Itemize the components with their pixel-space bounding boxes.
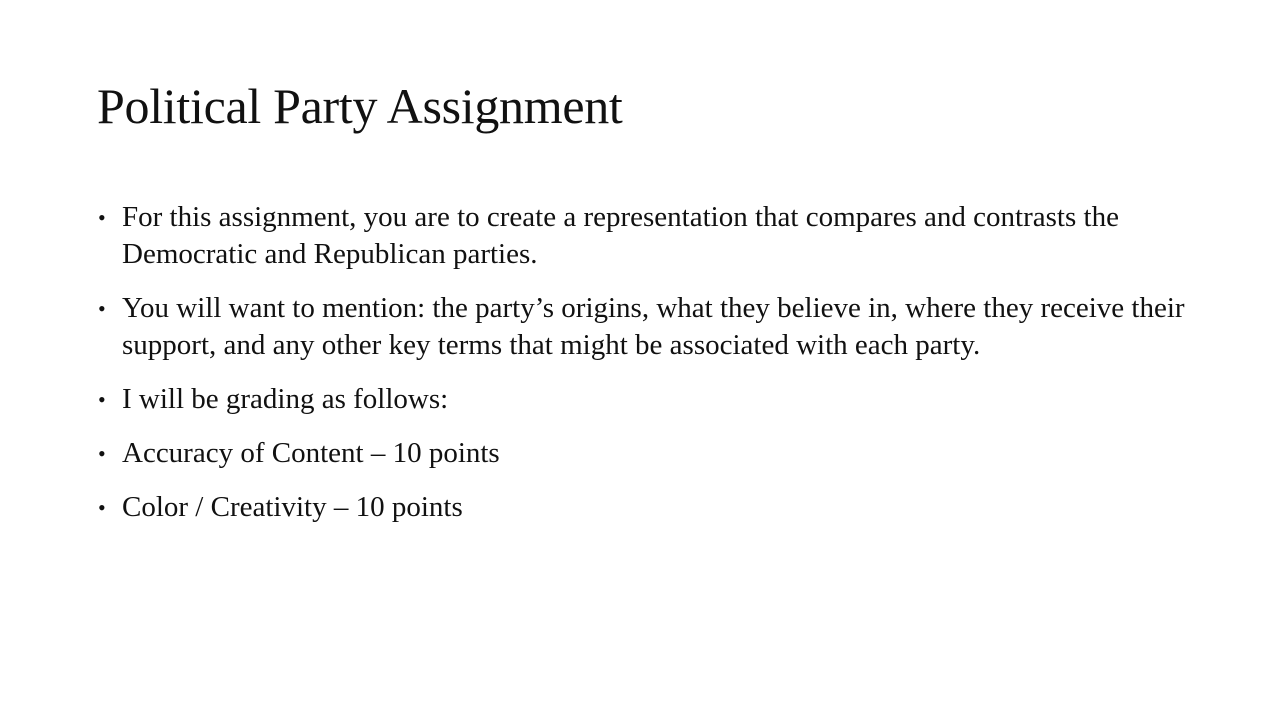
bullet-item xyxy=(98,489,1198,526)
bullet-icon: • xyxy=(98,441,106,466)
bullet-text: Accuracy of Content – 10 points xyxy=(122,437,500,469)
bullet-text: You will want to mention: the party’s origins, what they believe in, where they receive their support, and any other key terms that might be associated with each party. xyxy=(122,292,1185,361)
slide-title: Political Party Assignment xyxy=(97,78,623,134)
bullet-icon: • xyxy=(98,205,106,230)
bullet-icon: • xyxy=(98,387,106,412)
bullet-icon: • xyxy=(98,495,106,520)
bullet-list xyxy=(98,199,1198,543)
bullet-text: For this assignment, you are to create a representation that compares and contrasts the Democratic and Republican parties. xyxy=(122,201,1119,270)
bullet-item xyxy=(98,435,1198,472)
bullet-item xyxy=(98,290,1198,364)
bullet-item xyxy=(98,381,1198,418)
bullet-item xyxy=(98,199,1198,273)
bullet-text: Color / Creativity – 10 points xyxy=(122,491,463,523)
bullet-icon: • xyxy=(98,296,106,321)
bullet-text: I will be grading as follows: xyxy=(122,383,449,415)
